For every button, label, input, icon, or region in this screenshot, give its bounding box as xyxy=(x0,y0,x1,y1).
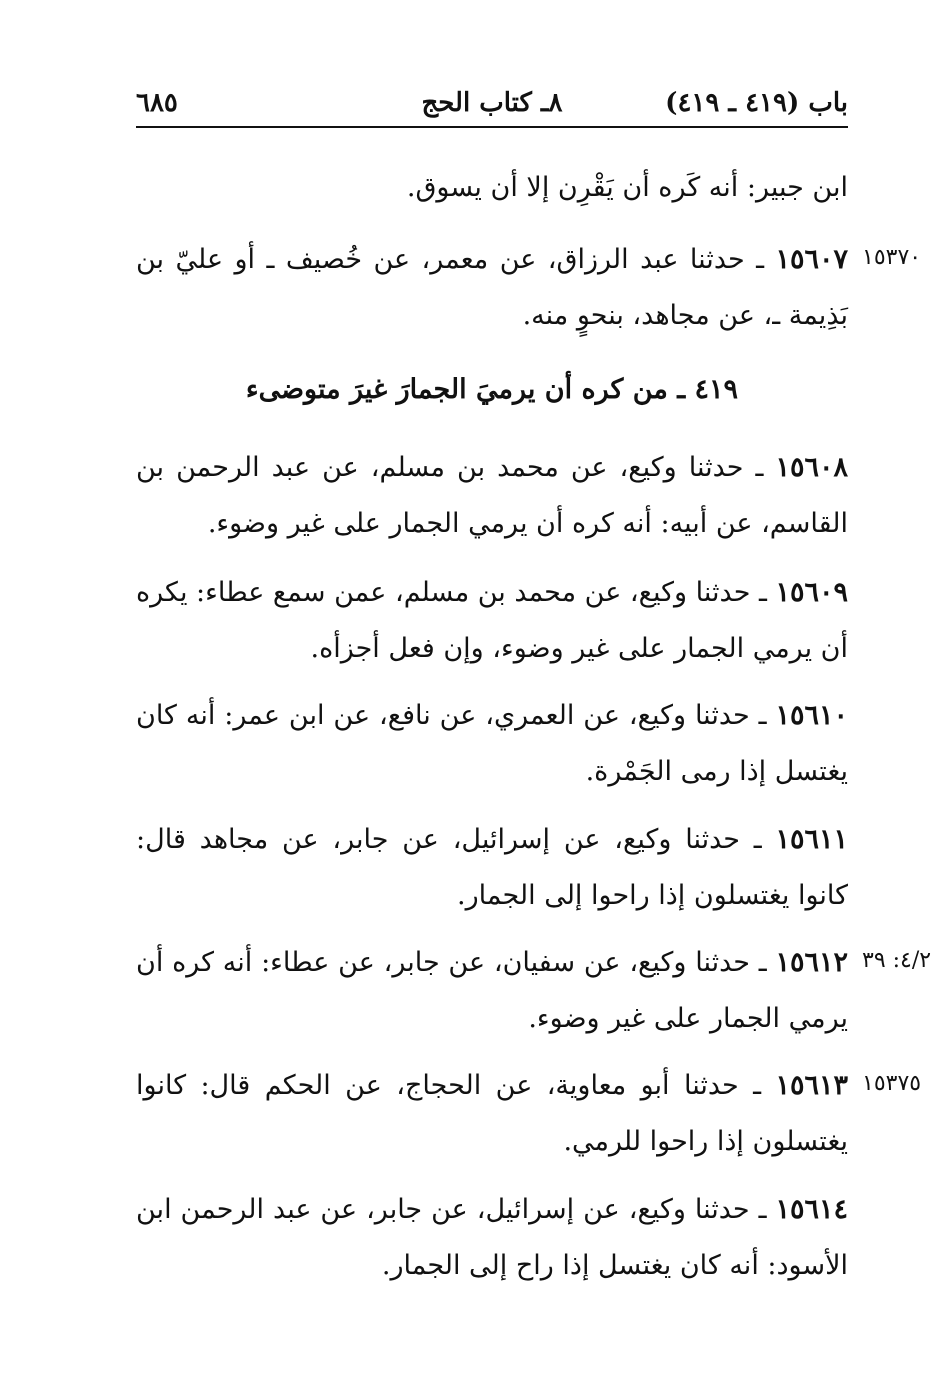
page-number: ٦٨٥ xyxy=(136,88,178,118)
hadith-15608 xyxy=(136,440,848,552)
hadith-number: ١٥٦١٣ xyxy=(775,1070,848,1101)
hadith-15613 xyxy=(136,1058,848,1170)
hadith-text: ـ حدثنا وكيع، عن محمد بن مسلم، عمن سمع عطاء: يكره أن يرمي الجمار على غير وضوء، وإن فعل أجزأه. xyxy=(136,577,848,664)
hadith-number: ١٥٦١٤ xyxy=(775,1194,848,1225)
page-header xyxy=(136,82,848,128)
hadith-15611 xyxy=(136,812,848,924)
hadith-text: ـ حدثنا وكيع، عن إسرائيل، عن جابر، عن عبد الرحمن ابن الأسود: أنه كان يغتسل إذا راح إلى الجمار. xyxy=(136,1194,848,1281)
hadith-number: ١٥٦٠٨ xyxy=(775,452,848,483)
hadith-15614 xyxy=(136,1182,848,1294)
book-title: ٨ـ كتاب الحج xyxy=(421,88,563,118)
paragraph-continuation xyxy=(136,160,848,216)
hadith-15610 xyxy=(136,688,848,800)
hadith-number: ١٥٦٠٩ xyxy=(775,577,848,608)
hadith-text: ـ حدثنا وكيع، عن العمري، عن نافع، عن ابن عمر: أنه كان يغتسل إذا رمى الجَمْرة. xyxy=(136,700,848,787)
hadith-15609 xyxy=(136,565,848,677)
hadith-15607 xyxy=(136,232,848,344)
hadith-text: ـ حدثنا عبد الرزاق، عن معمر، عن خُصيف ـ أو عليّ بن بَذِيمة ـ، عن مجاهد، بنحوٍ منه. xyxy=(136,244,848,331)
margin-note: ١٥٣٧٥ xyxy=(862,1071,922,1096)
chapter-title: باب (٤١٩ ـ ٤١٩) xyxy=(665,88,848,118)
hadith-number: ١٥٦١٢ xyxy=(775,947,848,978)
hadith-text: ـ حدثنا وكيع، عن سفيان، عن جابر، عن عطاء: أنه كره أن يرمي الجمار على غير وضوء. xyxy=(136,947,848,1034)
hadith-number: ١٥٦١٠ xyxy=(775,700,848,731)
hadith-text: ـ حدثنا أبو معاوية، عن الحجاج، عن الحكم قال: كانوا يغتسلون إذا راحوا للرمي. xyxy=(136,1070,848,1157)
hadith-15612 xyxy=(136,935,848,1047)
section-heading-text: ٤١٩ ـ من كره أن يرميَ الجمارَ غيرَ متوضىء xyxy=(245,374,739,405)
margin-note: ٤/٢: ٣٩ xyxy=(862,948,932,973)
hadith-text: ـ حدثنا وكيع، عن محمد بن مسلم، عن عبد الرحمن بن القاسم، عن أبيه: أنه كره أن يرمي الجمار على غير وضوء. xyxy=(136,452,848,539)
hadith-number: ١٥٦٠٧ xyxy=(775,244,848,275)
hadith-number: ١٥٦١١ xyxy=(775,824,848,855)
paragraph-text: ابن جبير: أنه كَره أن يَقْرِن إلا أن يسوق. xyxy=(406,172,848,203)
section-heading xyxy=(136,362,848,418)
hadith-text: ـ حدثنا وكيع، عن إسرائيل، عن جابر، عن مجاهد قال: كانوا يغتسلون إذا راحوا إلى الجمار. xyxy=(136,824,848,911)
margin-note: ١٥٣٧٠ xyxy=(862,245,922,270)
